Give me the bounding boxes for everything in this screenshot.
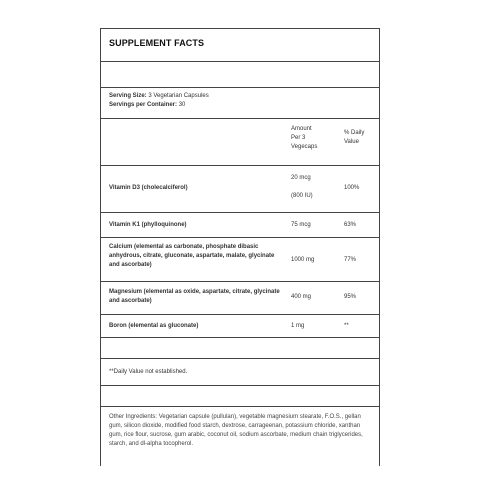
empty-row	[101, 338, 379, 359]
panel-title: SUPPLEMENT FACTS	[109, 38, 205, 48]
nutrient-dv: **	[344, 323, 349, 329]
nutrient-amount: 400 mg	[291, 294, 312, 300]
nutrient-name: Boron (elemental as gluconate)	[109, 323, 199, 329]
nutrient-amount: 75 mcg	[291, 222, 311, 228]
serving-size	[109, 92, 379, 101]
nutrient-dv: 100%	[344, 185, 360, 191]
amount-header-line: Per 3	[291, 135, 306, 141]
nutrient-row	[101, 315, 379, 338]
nutrient-amount-primary: 20 mcg	[291, 175, 311, 181]
spacer-row	[101, 62, 379, 88]
nutrient-name: Vitamin K1 (phylloquinone)	[109, 222, 187, 228]
serving-size-value: 3 Vegetarian Capsules	[148, 93, 209, 99]
nutrient-row	[101, 282, 379, 315]
nutrient-name: Magnesium (elemental as oxide, aspartate, citrate, glycinate and ascorbate)	[109, 289, 280, 304]
serving-size-label: Serving Size:	[109, 93, 147, 99]
nutrient-amount	[291, 174, 339, 201]
servings-per-container	[109, 101, 379, 110]
spacer-row	[101, 386, 379, 407]
daily-value-header-line: Value	[344, 139, 359, 145]
amount-header	[291, 125, 339, 152]
daily-value-header-line: % Daily	[344, 130, 365, 136]
other-ingredients: Other Ingredients: Vegetarian capsule (pullulan), vegetable magnesium stearate, F.O.S., gellan gum, silicon dioxide, modified food starch, dextrose, carrageenan, potassium chloride, xanthan gum, rice flour, sucrose, gum arabic, coconut oil, sodium ascorbate, medium chain triglycerides, starch, and dl-alpha tocopherol.	[109, 414, 363, 447]
nutrient-name: Vitamin D3 (cholecalciferol)	[109, 185, 188, 191]
nutrient-amount-alt: (800 IU)	[291, 193, 313, 199]
amount-header-line: Vegecaps	[291, 144, 318, 150]
nutrient-row	[101, 166, 379, 213]
serving-info	[101, 88, 379, 119]
daily-value-header	[344, 129, 380, 147]
nutrient-row	[101, 238, 379, 282]
column-header-row	[101, 119, 379, 166]
amount-header-line: Amount	[291, 126, 312, 132]
footnote: **Daily Value not established.	[109, 369, 188, 375]
nutrient-dv: 77%	[344, 257, 357, 263]
title-row	[101, 29, 379, 62]
servings-per-container-label: Servings per Container:	[109, 102, 178, 108]
nutrient-amount: 1000 mg	[291, 257, 315, 263]
servings-per-container-value: 30	[178, 102, 186, 108]
nutrient-row	[101, 213, 379, 238]
other-ingredients-row	[101, 407, 379, 467]
nutrient-dv: 63%	[344, 222, 357, 228]
nutrient-dv: 95%	[344, 294, 357, 300]
nutrient-name: Calcium (elemental as carbonate, phosphate dibasic anhydrous, citrate, gluconate, aspartate, malate, glycinate and ascorbate)	[109, 244, 275, 268]
footnote-row	[101, 359, 379, 386]
supplement-facts-panel	[100, 28, 380, 466]
nutrient-amount: 1 mg	[291, 323, 305, 329]
